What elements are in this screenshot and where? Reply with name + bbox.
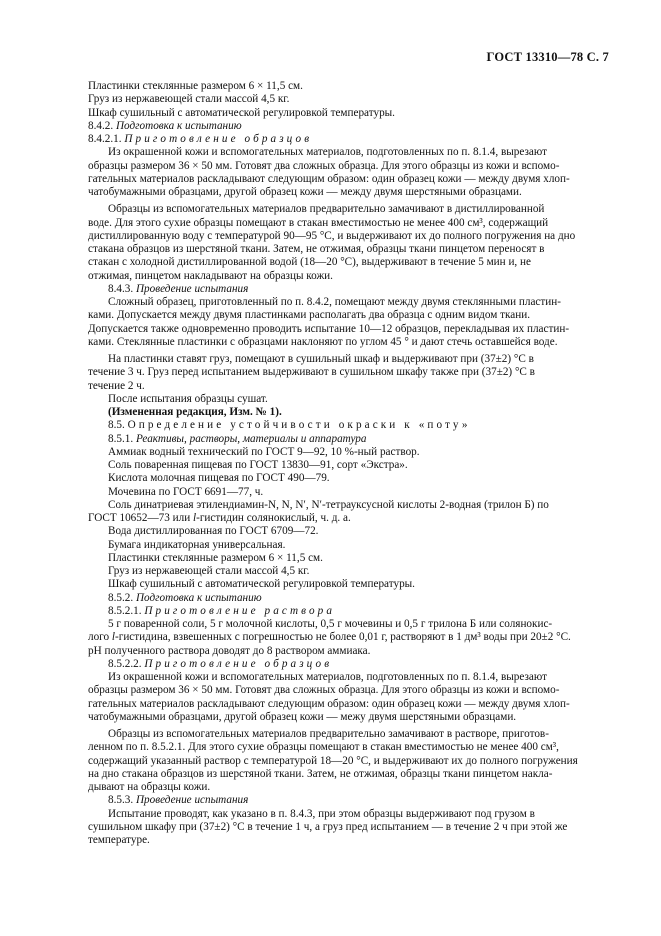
section-8-5-3: 8.5.3. Проведение испытания (108, 794, 249, 807)
equipment-water: Вода дистиллированная по ГОСТ 6709—72. (108, 525, 319, 538)
reagent-lactic-acid: Кислота молочная пищевая по ГОСТ 490—79. (108, 472, 330, 485)
reagent-trilon: Соль динатриевая этилендиамин-N, N, N′, N′-тетрауксусной кислоты 2-водная (трилон Б) по ГОСТ 10652—73 или l-гистидин солянокислый, ч. д. а. (88, 498, 549, 524)
section-8-5-2-1: 8.5.2.1. Приготовление раствора (108, 604, 336, 617)
section-8-4-3: 8.4.3. Проведение испытания (108, 282, 249, 295)
paragraph-sample-cutting-2: Из окрашенной кожи и вспомогательных материалов, подготовленных по п. 8.1.4, вырезают образцы размером 36 × 50 мм. Готовят два сложных образца. Для этого образцы из кожи и вспомо- гательных материалов раскладывают следующим образом: один образец кожи — между двумя хлоп- чатобумажными образцами, другой образец кожи — межу двумя шерстяными образцами. (88, 671, 570, 723)
paragraph-weight: На пластинки ставят груз, помещают в сушильный шкаф и выдерживают при (37±2) °С в течение 3 ч. Груз перед испытанием выдерживают в сушильном шкафу также при (37±2) °С в течение 2 ч. (88, 353, 535, 392)
paragraph-sample-cutting: Из окрашенной кожи и вспомогательных материалов, подготовленных по п. 8.1.4, вырезают образцы размером 36 × 50 мм. Готовят два сложных образца. Для этого образцы из кожи и вспомо- гательных материалов раскладывают следующим образом: один образец кожи — между двумя хлоп- чатобумажными образцами, другой образец кожи — между двумя шерстяными образцами. (88, 146, 570, 198)
equipment-weight: Груз из нержавеющей стали массой 4,5 кг. (88, 93, 290, 106)
section-8-4-2-1: 8.4.2.1. Приготовление образцов (88, 133, 313, 145)
reagent-ammonia: Аммиак водный технический по ГОСТ 9—92, 10 %-ный раствор. (108, 445, 420, 458)
paragraph-soaking-2: Образцы из вспомогательных материалов предварительно замачивают в растворе, приготов- ленном по п. 8.5.2.1. Для этого сухие образцы помещают в стакан вместимостью не менее 400 см³, содержащий указанный раствор с температурой 18—20 °С, и выдерживают их до полного погружения на дно стакана образцов из шерстяной ткани. Затем, не отжимая, образцы ткани пинцетом накла- дывают на образцы кожи. (88, 728, 578, 793)
equipment-cabinet: Шкаф сушильный с автоматической регулировкой температуры. (88, 106, 395, 119)
section-8-5-2: 8.5.2. Подготовка к испытанию (108, 591, 262, 604)
section-8-5-1: 8.5.1. Реактивы, растворы, материалы и аппаратура (108, 432, 367, 445)
after-testing: После испытания образцы сушат. (108, 392, 268, 405)
paragraph-solution: 5 г поваренной соли, 5 г молочной кислоты, 0,5 г мочевины и 0,5 г трилона Б или солянокис- лого l-гистидина, взвешенных с погрешностью не более 0,01 г, растворяют в 1 дм³ воды при 20±2 °С. pH полученного раствора доводят до 8 раствором аммиака. (88, 618, 571, 657)
paragraph-soaking: Образцы из вспомогательных материалов предварительно замачивают в дистиллированной воде. Для этого сухие образцы помещают в стакан вместимостью не менее 400 см³, содержащий дистиллированную воду с температурой 90—95 °С, и выдерживают их до полного погружения на дно стакана образцов из шерстяной ткани. Затем, не отжимая, образцы ткани пинцетом переносят в стакан с холодной дистиллированной водой (18—20 °С), выдерживают в течение 5 мин и, не отжимая, пинцетом накладывают на образцы кожи. (88, 203, 576, 282)
reagent-salt: Соль поваренная пищевая по ГОСТ 13830—91, сорт «Экстра». (108, 459, 408, 471)
equipment-plates: Пластинки стеклянные размером 6 × 11,5 см. (88, 80, 303, 92)
equipment-plates-2: Пластинки стеклянные размером 6 × 11,5 см. (108, 551, 323, 564)
page-content (88, 80, 597, 847)
section-8-5: 8.5. Определение устойчивости окраски к «поту» (108, 419, 471, 432)
section-8-5-2-2: 8.5.2.2. Приготовление образцов (108, 657, 333, 670)
paragraph-testing-2: Испытание проводят, как указано в п. 8.4.3, при этом образцы выдерживают под грузом в сушильном шкафу при (37±2) °С в течение 1 ч, а груз пред испытанием — в течение 2 ч при этой же температуре. (88, 807, 568, 846)
equipment-paper: Бумага индикаторная универсальная. (108, 538, 286, 551)
page-header: ГОСТ 13310—78 С. 7 (486, 50, 609, 64)
reagent-urea: Мочевина по ГОСТ 6691—77, ч. (108, 485, 264, 498)
section-8-4-2: 8.4.2. Подготовка к испытанию (88, 119, 242, 132)
equipment-cabinet-2: Шкаф сушильный с автоматической регулировкой температуры. (108, 578, 415, 591)
equipment-weight-2: Груз из нержавеющей стали массой 4,5 кг. (108, 565, 310, 577)
amendment-note: (Измененная редакция, Изм. № 1). (108, 406, 282, 418)
paragraph-testing: Сложный образец, приготовленный по п. 8.4.2, помещают между двумя стеклянными пластин- ками. Допускается между двумя пластинками располагать два образца с одним видом ткани. Допускается также одновременно проводить испытание 10—12 образцов, перекладывая их пластин- ками. Стеклянные пластинки с образцами наклоняют по углом 45 ° и дают стечь оставшейся воде. (88, 296, 570, 348)
